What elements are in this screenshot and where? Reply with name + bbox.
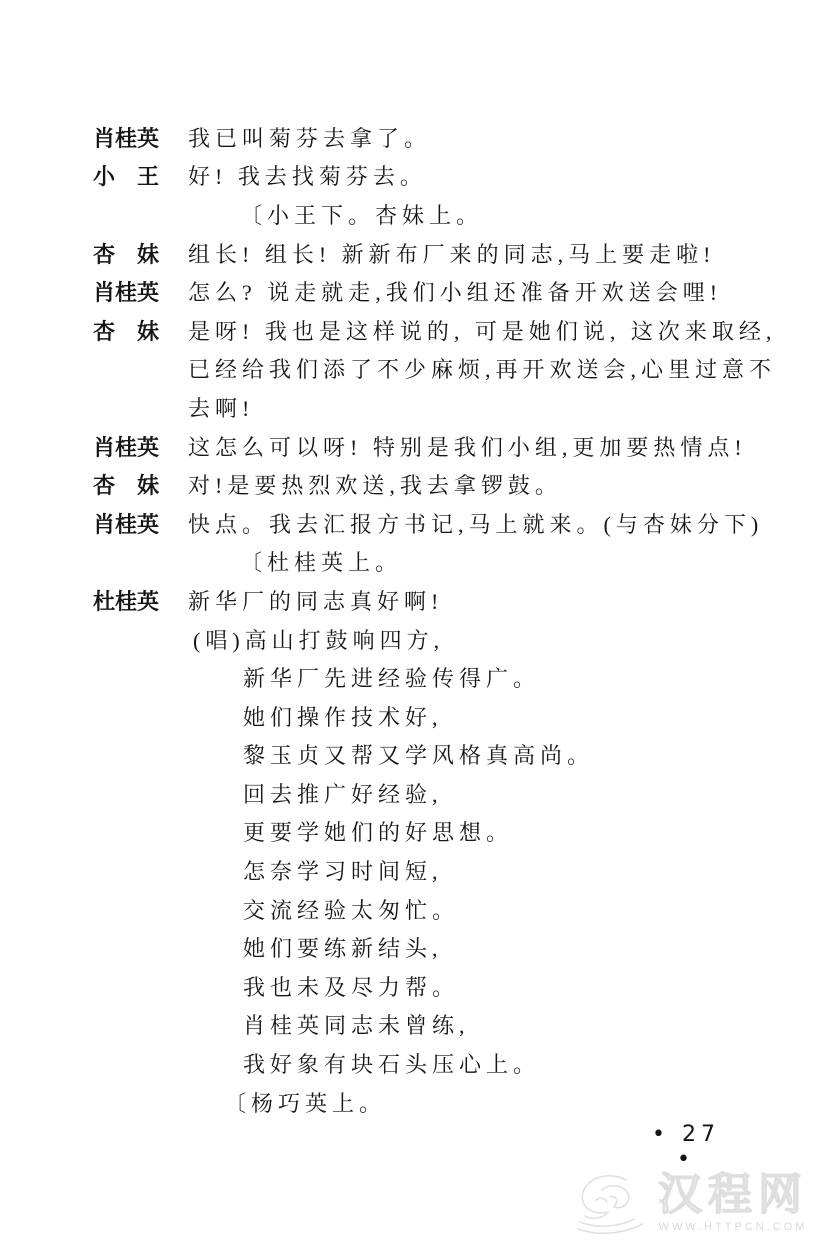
dialogue-line bbox=[0, 427, 822, 466]
verse-text: 回去推广好经验, bbox=[243, 781, 443, 807]
dialogue-line bbox=[0, 118, 822, 157]
dialogue-text: 已经给我们添了不少麻烦,再开欢送会,心里过意不 bbox=[188, 357, 777, 383]
speaker-name: 肖桂英 bbox=[93, 434, 160, 460]
dialogue-text: 去啊! bbox=[188, 395, 255, 421]
verse-text: 她们操作技术好, bbox=[243, 704, 443, 730]
verse-intro-line bbox=[0, 620, 822, 659]
verse-text: 怎奈学习时间短, bbox=[243, 859, 443, 885]
verse-line bbox=[0, 813, 822, 852]
speaker-name: 肖桂英 bbox=[93, 125, 160, 151]
stage-direction bbox=[0, 543, 822, 582]
watermark-swirl-logo-icon bbox=[576, 1170, 652, 1236]
verse-line bbox=[0, 1044, 822, 1083]
verse-text: 我好象有块石头压心上。 bbox=[243, 1052, 541, 1078]
page-number: • 27 • bbox=[652, 1122, 720, 1172]
speaker-name: 杜桂英 bbox=[93, 588, 160, 614]
dialogue-text: 怎么? 说走就走,我们小组还准备开欢送会哩! bbox=[188, 280, 723, 306]
verse-text: 黎玉贞又帮又学风格真高尚。 bbox=[243, 743, 595, 769]
verse-line bbox=[0, 658, 822, 697]
dialogue-text: 好! 我去找菊芬去。 bbox=[188, 164, 427, 190]
dialogue-text: 新华厂的同志真好啊! bbox=[188, 588, 444, 614]
verse-line bbox=[0, 774, 822, 813]
dialogue-line bbox=[0, 504, 822, 543]
verse-line bbox=[0, 967, 822, 1006]
dialogue-continuation-line bbox=[0, 350, 822, 389]
speaker-name: 肖桂英 bbox=[93, 511, 160, 537]
dialogue-line bbox=[0, 272, 822, 311]
stage-direction-text: 〔小王下。杏妹上。 bbox=[240, 202, 484, 228]
dialogue-text: 我已叫菊芬去拿了。 bbox=[188, 125, 432, 151]
watermark bbox=[576, 1170, 808, 1236]
speaker-name: 肖桂英 bbox=[93, 280, 160, 306]
speaker-name: 小 王 bbox=[93, 164, 159, 190]
dialogue-text: 对!是要热烈欢送,我去拿锣鼓。 bbox=[188, 473, 562, 499]
dialogue-line bbox=[0, 581, 822, 620]
verse-line bbox=[0, 697, 822, 736]
verse-line bbox=[0, 851, 822, 890]
dialogue-line bbox=[0, 311, 822, 350]
dialogue-text: 快点。我去汇报方书记,马上就来。(与杏妹分下) bbox=[188, 511, 764, 537]
verse-line bbox=[0, 890, 822, 929]
watermark-site-url: WWW.HTTPCN.COM bbox=[658, 1221, 808, 1233]
verse-line bbox=[0, 1006, 822, 1045]
verse-text: 肖桂英同志未曾练, bbox=[243, 1013, 470, 1039]
dialogue-continuation-line bbox=[0, 388, 822, 427]
script-text-block bbox=[0, 118, 822, 1121]
verse-text: 更要学她们的好思想。 bbox=[243, 820, 514, 846]
stage-direction-text: 〔杜桂英上。 bbox=[240, 550, 403, 576]
dialogue-line bbox=[0, 465, 822, 504]
dialogue-text: 组长! 组长! 新新布厂来的同志,马上要走啦! bbox=[188, 241, 716, 267]
stage-direction-text: 〔杨巧英上。 bbox=[224, 1090, 387, 1116]
verse-text: 新华厂先进经验传得广。 bbox=[243, 666, 541, 692]
speaker-name: 杏 妹 bbox=[93, 318, 159, 344]
dialogue-text: 是呀! 我也是这样说的, 可是她们说, 这次来取经, bbox=[188, 318, 777, 344]
dialogue-line bbox=[0, 157, 822, 196]
verse-line bbox=[0, 736, 822, 775]
dialogue-text: 这怎么可以呀! 特别是我们小组,更加要热情点! bbox=[188, 434, 747, 460]
verse-line bbox=[0, 928, 822, 967]
stage-direction bbox=[0, 1083, 822, 1122]
verse-text: 我也未及尽力帮。 bbox=[243, 974, 460, 1000]
stage-direction bbox=[0, 195, 822, 234]
speaker-name: 杏 妹 bbox=[93, 241, 159, 267]
verse-text: (唱)高山打鼓响四方, bbox=[193, 627, 445, 653]
verse-text: 她们要练新结头, bbox=[243, 936, 443, 962]
watermark-site-name: 汉程网 bbox=[658, 1170, 808, 1219]
verse-text: 交流经验太匆忙。 bbox=[243, 897, 460, 923]
speaker-name: 杏 妹 bbox=[93, 473, 159, 499]
dialogue-line bbox=[0, 234, 822, 273]
